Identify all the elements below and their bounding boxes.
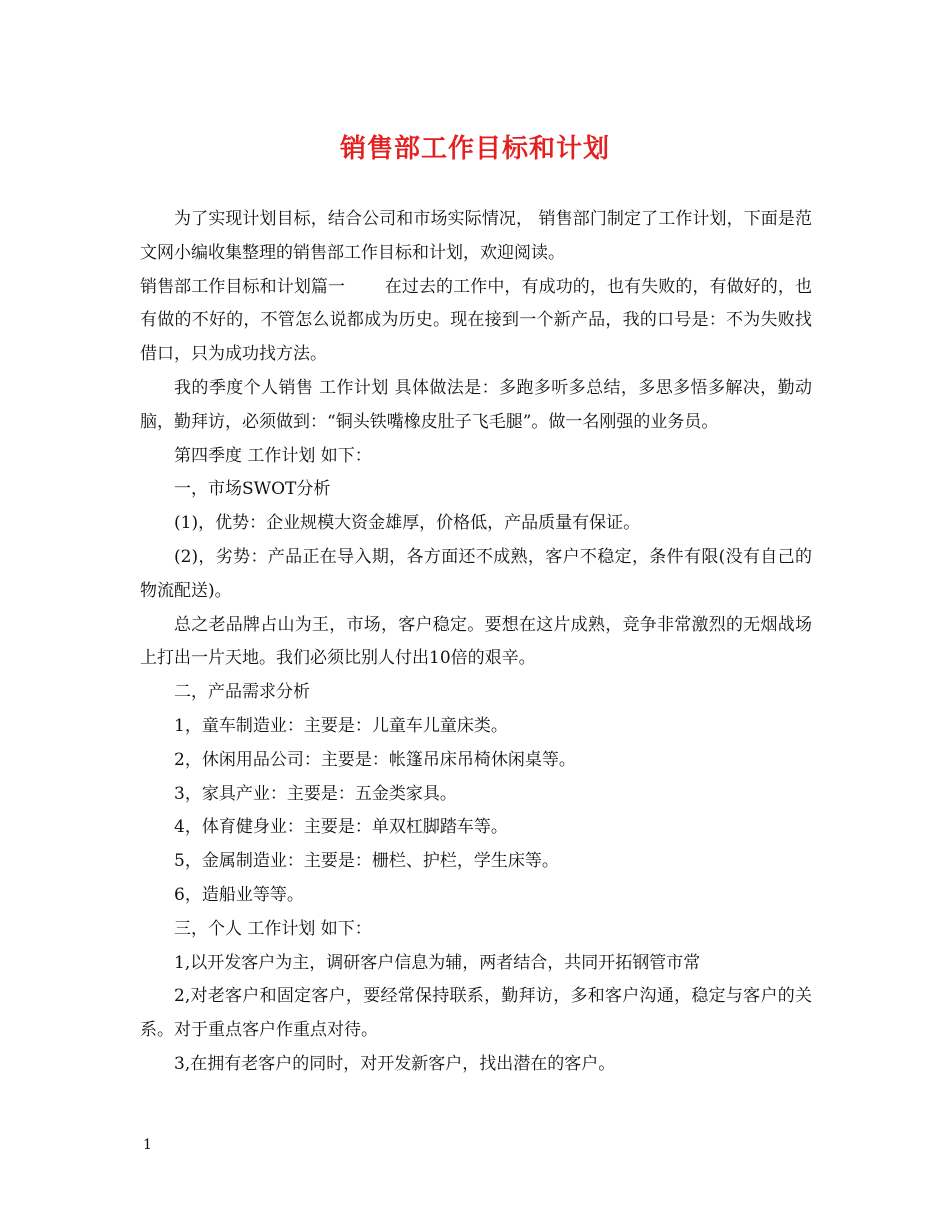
document-body (140, 203, 812, 1082)
paragraph-demand-item-6: 6，造船业等等。 (174, 884, 304, 905)
paragraph-intro: 为了实现计划目标，结合公司和市场实际情况， 销售部门制定了工作计划，下面是范文网小编收集整理的销售部工作目标和计划，欢迎阅读。 (140, 209, 812, 263)
paragraph-plan-item-3: 3,在拥有老客户的同时，对开发新客户，找出潜在的客户。 (174, 1053, 616, 1074)
paragraph-demand-item-3: 3，家具产业：主要是：五金类家具。 (174, 783, 457, 804)
paragraph-demand-heading: 二，产品需求分析 (174, 682, 310, 703)
document-title: 销售部工作目标和计划 (339, 134, 610, 164)
paragraph-weakness: (2)，劣势：产品正在导入期，各方面还不成熟，客户不稳定，条件有限(没有自己的物流配送)。 (140, 546, 812, 601)
paragraph-plan-item-1: 1,以开发客户为主，调研客户信息为辅，两者结合，共同开拓钢管市常 (174, 952, 701, 973)
page-number: 1 (143, 1137, 152, 1153)
paragraph-section-one: 销售部工作目标和计划篇一 在过去的工作中，有成功的，也有失败的，有做好的，也有做的不好的，不管怎么说都成为历史。现在接到一个新产品，我的口号是：不为失败找借口，只为成功找方法。 (140, 276, 812, 365)
paragraph-demand-item-4: 4，体育健身业：主要是：单双杠脚踏车等。 (174, 817, 508, 838)
paragraph-swot-heading: 一，市场SWOT分析 (174, 479, 331, 500)
paragraph-demand-item-2: 2，休闲用品公司：主要是：帐篷吊床吊椅休闲桌等。 (174, 749, 576, 770)
paragraph-method: 我的季度个人销售 工作计划 具体做法是：多跑多听多总结，多思多悟多解决，勤动脑，勤拜访，必须做到：“铜头铁嘴橡皮肚子飞毛腿”。做一名刚强的业务员。 (140, 377, 812, 432)
paragraph-personal-plan-heading: 三，个人 工作计划 如下： (174, 918, 372, 939)
paragraph-plan-item-2: 2,对老客户和固定客户，要经常保持联系，勤拜访，多和客户沟通，稳定与客户的关系。对于重点客户作重点对待。 (140, 986, 812, 1041)
paragraph-demand-item-1: 1，童车制造业：主要是：儿童车儿童床类。 (174, 715, 508, 736)
paragraph-summary: 总之老品牌占山为王，市场，客户稳定。要想在这片成熟，竞争非常激烈的无烟战场上打出一片天地。我们必须比别人付出10倍的艰辛。 (140, 614, 812, 669)
paragraph-demand-item-5: 5，金属制造业：主要是：栅栏、护栏，学生床等。 (174, 851, 559, 872)
paragraph-strength: (1)，优势：企业规模大资金雄厚，价格低，产品质量有保证。 (174, 513, 641, 534)
paragraph-q4-plan-heading: 第四季度 工作计划 如下： (174, 445, 372, 466)
